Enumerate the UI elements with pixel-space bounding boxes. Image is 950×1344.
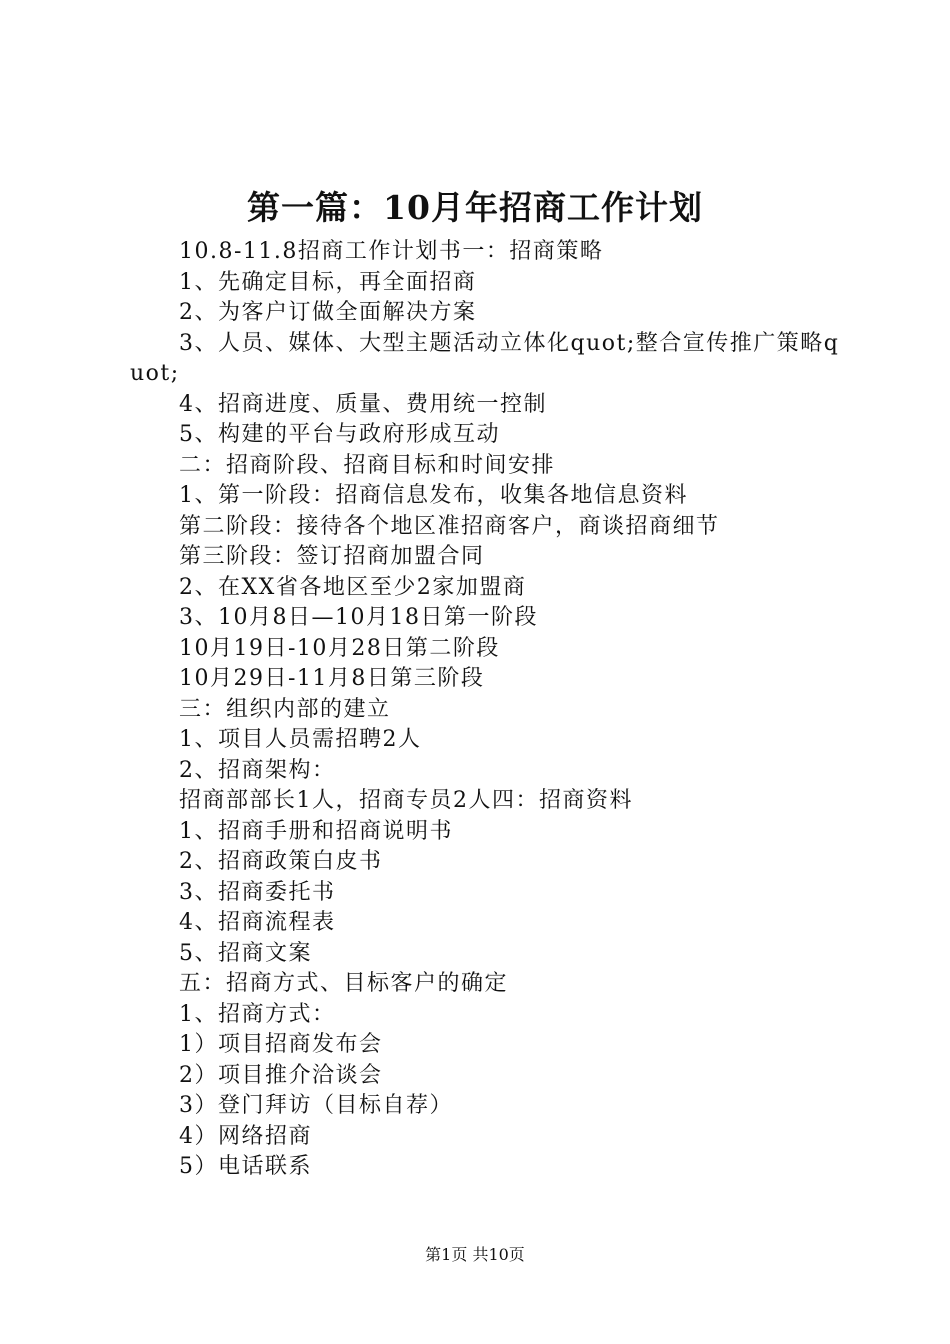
paragraph: 招商部部长1人，招商专员2人四：招商资料 — [179, 788, 633, 813]
document-body — [130, 237, 840, 1183]
paragraph: 3、10月8日—10月18日第一阶段 — [179, 605, 538, 630]
section-heading: 二：招商阶段、招商目标和时间安排 — [179, 452, 556, 478]
paragraph: 2、为客户订做全面解决方案 — [179, 300, 477, 325]
section-heading: 三：组织内部的建立 — [179, 696, 391, 722]
paragraph: 1、项目人员需招聘2人 — [179, 727, 422, 752]
paragraph: 5）电话联系 — [179, 1154, 312, 1179]
paragraph: 第三阶段：签订招商加盟合同 — [179, 544, 485, 569]
paragraph: 4、招商进度、质量、费用统一控制 — [179, 391, 547, 417]
paragraph: 1）项目招商发布会 — [179, 1032, 383, 1057]
paragraph: 3、人员、媒体、大型主题活动立体化quot;整合宣传推广策略quot; — [130, 330, 840, 386]
paragraph: 1、先确定目标，再全面招商 — [179, 269, 477, 295]
paragraph: 3）登门拜访（目标自荐） — [179, 1093, 453, 1118]
paragraph: 1、第一阶段：招商信息发布，收集各地信息资料 — [179, 483, 688, 508]
document-title: 第一篇：10月年招商工作计划 — [247, 188, 703, 227]
paragraph: 5、构建的平台与政府形成互动 — [179, 422, 500, 447]
paragraph: 10月29日-11月8日第三阶段 — [179, 666, 485, 691]
paragraph: 2、招商政策白皮书 — [179, 849, 383, 874]
paragraph: 4）网络招商 — [179, 1123, 312, 1149]
section-heading: 五：招商方式、目标客户的确定 — [179, 971, 509, 996]
page-footer: 第1页 共10页 — [425, 1245, 525, 1264]
paragraph: 10.8-11.8招商工作计划书一：招商策略 — [179, 239, 604, 264]
paragraph: 2、在XX省各地区至少2家加盟商 — [179, 574, 527, 600]
paragraph: 4、招商流程表 — [179, 910, 336, 935]
paragraph: 1、招商方式： — [179, 1001, 336, 1027]
paragraph: 5、招商文案 — [179, 940, 312, 966]
paragraph: 2）项目推介洽谈会 — [179, 1062, 383, 1088]
paragraph: 10月19日-10月28日第二阶段 — [179, 635, 500, 661]
paragraph: 3、招商委托书 — [179, 879, 336, 905]
paragraph: 第二阶段：接待各个地区准招商客户，商谈招商细节 — [179, 513, 720, 539]
paragraph: 1、招商手册和招商说明书 — [179, 818, 453, 844]
paragraph: 2、招商架构： — [179, 757, 336, 783]
